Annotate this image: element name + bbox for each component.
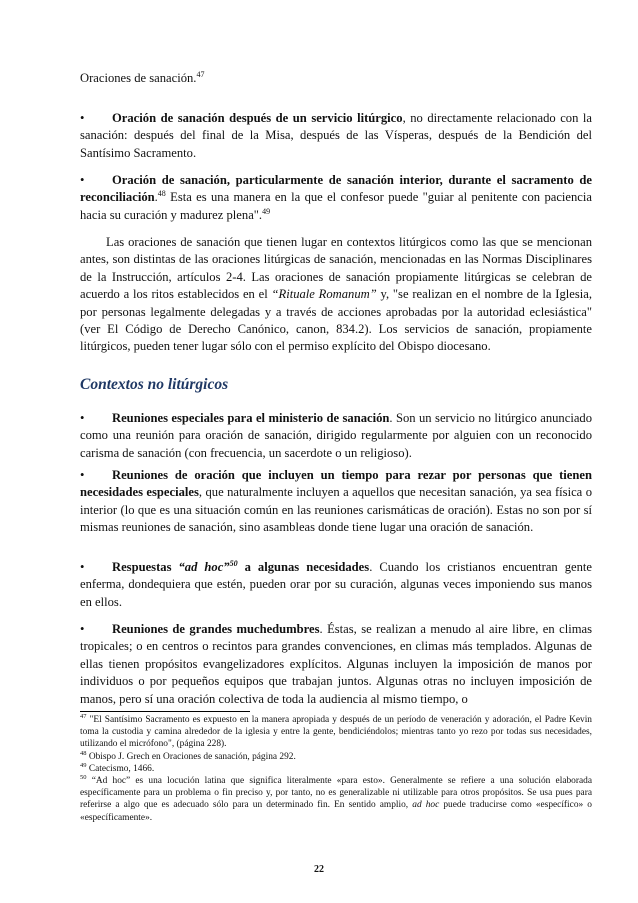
footnote-text: "El Santísimo Sacramento es expuesto en la manera apropiada y después de un período de veneración y adoración, el Padre Kevin toma la custodia y camina alrededor de la iglesia y entre la gente, bendiciéndolos; mientras tanto yo rezo por todas sus necesidades, utilizando el micrófono", (página 228). <box>80 715 592 750</box>
footnote-italic: ad hoc <box>412 800 440 811</box>
item-2-title: Oración de sanación, particularmente de sanación interior, durante el sacramento de reconciliación <box>80 173 592 205</box>
footnote-text: Obispo J. Grech en Oraciones de sanación, página 292. <box>86 751 296 762</box>
footnote-text: “Ad hoc” es una locución latina que significa literalmente «para esto». Generalmente se refiere a una solución elaborada específicamente para un problema o fin preciso y, por tanto, no es generalizable ni utilizable para otros propósitos. Se usa pues para referirse a algo que es adecuado sólo para un determinado fin. En sentido amplio, <box>80 776 592 811</box>
item-2-punct: . <box>154 190 158 205</box>
nonliturgical-item-4 <box>80 621 592 708</box>
footnote-47 <box>80 714 592 751</box>
intro-text: Oraciones de sanación. <box>80 71 197 85</box>
nl-item-3-text: . Cuando los cristianos encuentran gente enferma, dondequiera que estén, pueden orar por su curación, algunas veces imponiendo sus manos en ellos. <box>80 560 593 609</box>
footnote-ref-50[interactable]: 50 <box>229 558 238 568</box>
footnote-text-end: puede traducirse como «específico» o «específicamente». <box>80 800 592 823</box>
nonliturgical-item-1 <box>80 410 592 462</box>
liturgical-paragraph <box>80 234 592 356</box>
nl-item-2-title: Reuniones de oración que incluyen un tiempo para rezar por personas que tienen necesidades especiales <box>80 468 592 500</box>
nl-item-4-title: Reuniones de grandes muchedumbres <box>112 622 320 636</box>
bullet-icon: • <box>80 411 85 425</box>
nl-item-3-title-italic: “ad hoc” <box>178 560 230 574</box>
nl-item-4-text: . Éstas, se realizan a menudo al aire libre, en climas tropicales; o en centros o recintos para grandes convenciones, en climas más templados. Algunas de ellas tienen propósitos evangelizadores explícitos. Algunas incluyen la imposición de manos por individuos o por pequeños equipos que trabajan juntos. Algunas otras no incluyen imposición de manos, pero sí una oración colectiva de toda la audiencia al mismo tiempo, o <box>80 622 592 706</box>
item-1-title: Oración de sanación después de un servicio litúrgico <box>112 111 403 125</box>
footnote-text: Catecismo, 1466. <box>86 763 155 774</box>
nl-item-2-text: , que naturalmente incluyen a aquellos que necesitan sanación, ya sea física o interior (lo que es una situación común en las reuniones carismáticas de oración). Estas no son por sí mismas reuniones de sanación, sino asambleas donde tiene lugar una oración de sanación. <box>80 485 592 535</box>
liturgical-item-2 <box>80 172 592 224</box>
footnote-divider <box>80 711 250 712</box>
bullet-icon: • <box>80 560 85 574</box>
paragraph-italic: “Rituale Romanum” <box>271 287 377 302</box>
page-number: 22 <box>314 864 324 875</box>
bullet-icon: • <box>80 468 85 482</box>
footnotes <box>80 714 592 824</box>
footnote-number: 47 <box>80 712 87 720</box>
paragraph-text-2: y, "se realizan en el nombre de la Iglesia, por personas legalmente delegadas y a través de acciones aprobadas por la autoridad eclesiástica" (ver El Código de Derecho Canónico, canon, 834.2). Los servicios de sanación, propiamente litúrgicos, pueden tener lugar sólo con el permiso explícito del Obispo diocesano. <box>80 287 592 354</box>
nonliturgical-item-3 <box>80 559 592 611</box>
item-1-text: , no directamente relacionado con la sanación: después del final de la Misa, después de las Vísperas, después de la Bendición del Santísimo Sacramento. <box>80 111 592 160</box>
nl-item-3-title-b: a algunas necesidades <box>237 560 370 574</box>
paragraph-text-1: Las oraciones de sanación que tienen lugar en contextos litúrgicos como las que se mencionan antes, son distintas de las oraciones litúrgicas de sanación, mencionadas en las Normas Disciplinares de la Instrucción, artículos 2-4. Las oraciones de sanación propiamente litúrgicas se celebran de acuerdo a los ritos establecidos en el <box>80 235 592 302</box>
footnote-48 <box>80 751 592 763</box>
nl-item-1-text: . Son un servicio no litúrgico anunciado como una reunión para oración de sanación, dirigido regularmente por alguien con un reconocido carisma de sanación (con frecuencia, un sacerdote o un religioso). <box>80 411 593 460</box>
footnote-50 <box>80 775 592 824</box>
item-2-text: Esta es una manera en la que el confesor puede "guiar al penitente con paciencia hacia su curación y madurez plena". <box>80 190 592 222</box>
footnote-ref-47[interactable]: 47 <box>196 69 205 79</box>
nl-item-3-title-a: Respuestas <box>112 560 172 574</box>
footnote-ref-49[interactable]: 49 <box>262 206 271 216</box>
bullet-icon: • <box>80 111 85 125</box>
nonliturgical-item-2 <box>80 467 592 537</box>
footnote-number: 49 <box>80 761 87 769</box>
footnote-49 <box>80 763 592 775</box>
liturgical-item-1 <box>80 110 592 162</box>
footnote-number: 50 <box>80 773 87 781</box>
bullet-icon: • <box>80 622 85 636</box>
footnote-ref-48[interactable]: 48 <box>157 189 166 199</box>
bullet-icon: • <box>80 173 85 187</box>
intro-line <box>80 70 204 87</box>
section-heading: Contextos no litúrgicos <box>80 376 229 393</box>
nl-item-1-title: Reuniones especiales para el ministerio de sanación <box>112 411 390 425</box>
footnote-number: 48 <box>80 749 87 757</box>
